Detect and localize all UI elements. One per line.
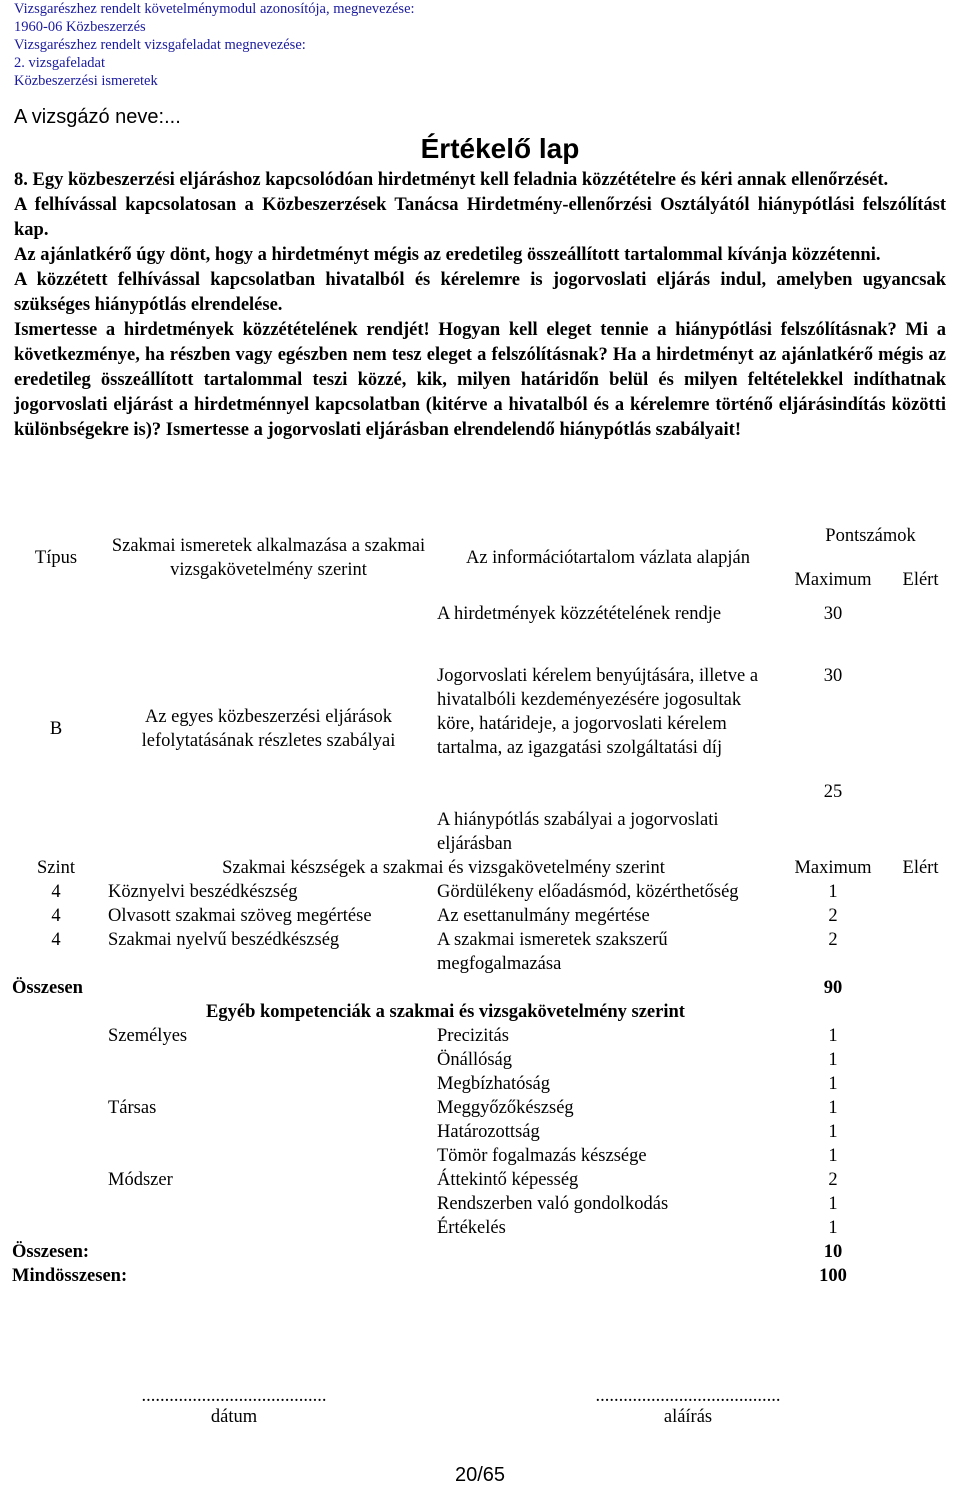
competency-name: Megbízhatóság [437,1074,551,1094]
skill-description: Gördülékeny előadásmód, közérthetőség [437,882,739,902]
achieved-score [883,1096,958,1120]
achieved-score [883,880,958,904]
type-header: Típus [34,548,78,568]
achieved-score [883,1240,958,1264]
achieved-score [883,1048,958,1072]
empty-cell [8,1072,104,1096]
empty-cell [8,1048,104,1072]
level-header: Szint [36,858,76,878]
table-row [8,880,958,904]
max-score: 1 [828,882,838,902]
max-score: 2 [828,930,838,950]
max-score: 25 [823,782,843,802]
achieved-score [883,1024,958,1048]
table-row [8,602,958,664]
skill-name: Olvasott szakmai szöveg megértése [108,906,372,926]
competency-name: Precizitás [437,1026,509,1046]
task-paragraph: Ismertesse a hirdetmények közzétételének rendjét! Hogyan kell eleget tennie a hiánypótlási felszólításnak? Mi a következménye, ha részben vagy egészben nem tesz eleget a felszólításnak? Ha a hirdetményt az ajánlatkérő mégis az eredetileg összeállított tartalommal teszi közzé, kik, milyen határidőn belül és milyen feltételekkel indíthatnak jogorvoslati eljárást a hirdetménnyel kapcsolatban (kitérve a hivatalból és a kérelemre történő eljárásindítás közötti különbségekre is)? Ismertesse a jogorvoslati eljárásban elrendelendő hiánypótlás szabályait! [14,320,946,440]
skill-cell: Az egyes közbeszerzési eljárások lefolytatásának részletes szabályai [141,707,396,751]
competency-name: Tömör fogalmazás készsége [437,1146,647,1166]
competency-name: Önállóság [437,1050,513,1070]
table-row [8,1096,958,1120]
empty-cell [8,1024,104,1048]
task-paragraph: Az ajánlatkérő úgy dönt, hogy a hirdetményt mégis az eredetileg összeállított tartalommal kívánja közzétenni. [14,245,881,265]
max-header: Maximum [794,570,872,590]
max-score: 30 [823,666,843,686]
competency-name: Meggyőzőkészség [437,1098,574,1118]
table-row [8,1240,958,1264]
date-dots: ........................................ [141,1386,327,1406]
task-paragraph: 8. Egy közbeszerzési eljáráshoz kapcsolódóan hirdetményt kell feladnia közzétételre és kéri annak ellenőrzését. [14,170,889,190]
evaluation-table [8,514,958,1288]
signature-label: aláírás [663,1407,713,1427]
type-cell: B [49,719,63,739]
competency-name: Határozottság [437,1122,540,1142]
subtotal-label: Összesen: [12,1242,90,1262]
achieved-score [883,1264,958,1288]
level-cell: 4 [51,906,61,926]
date-label: dátum [210,1407,258,1427]
table-row [8,856,958,880]
max-score: 30 [823,604,843,624]
max-score: 2 [828,906,838,926]
knowledge-item: A hiánypótlás szabályai a jogorvoslati eljárásban [437,810,719,854]
empty-cell [8,1120,104,1144]
grand-total-label: Mindösszesen: [12,1266,128,1286]
subtotal-value: 10 [823,1242,843,1262]
max-score: 1 [828,1218,838,1238]
skill-name: Köznyelvi beszédkészség [108,882,298,902]
subtotal-label: Összesen [12,978,83,998]
achieved-score [883,976,958,1000]
achieved-score [883,928,958,976]
skill-name: Szakmai nyelvű beszédkészség [108,930,340,950]
max-score: 2 [828,1170,838,1190]
header-block [14,0,415,90]
max-score: 1 [828,1146,838,1166]
table-row [8,1168,958,1192]
page-number: 20/65 [454,1464,506,1486]
empty-cell [8,1168,104,1192]
level-cell: 4 [51,882,61,902]
achieved-score [883,1192,958,1216]
achieved-score [883,664,958,808]
achieved-score [883,904,958,928]
header-line: Vizsgarészhez rendelt vizsgafeladat megnevezése: [14,37,306,53]
info-header: Az információtartalom vázlata alapján [465,548,751,568]
grand-total-value: 100 [819,1266,847,1286]
achieved-header: Elért [902,858,939,878]
header-line: 1960-06 Közbeszerzés [14,19,146,35]
achieved-score [883,808,958,856]
max-score: 1 [828,1074,838,1094]
header-line: Vizsgarészhez rendelt követelménymodul azonosítója, megnevezése: [14,1,415,17]
skill-description: A szakmai ismeretek szakszerű megfogalmazása [437,930,668,974]
table-row [8,1024,958,1048]
table-row [8,928,958,976]
empty-cell [8,1216,104,1240]
task-paragraph: A közzétett felhívással kapcsolatban hivatalból és kérelemre is jogorvoslati eljárás indul, amelyben ugyancsak szükséges hiánypótlás elrendelése. [14,270,946,315]
other-competencies-header: Egyéb kompetenciák a szakmai és vizsgakövetelmény szerint [206,1002,685,1022]
candidate-name-line: A vizsgázó neve:... [14,106,181,128]
achieved-score [883,1072,958,1096]
competency-group: Társas [108,1098,157,1118]
knowledge-item: Jogorvoslati kérelem benyújtására, illetve a hivatalbóli kezdeményezésére jogosultak köre, határideje, a jogorvoslati kérelem tartalma, az igazgatási szolgáltatási díj [437,666,759,758]
achieved-score [883,1216,958,1240]
max-score: 1 [828,1098,838,1118]
competency-name: Értékelés [437,1218,506,1238]
empty-cell [8,1144,104,1168]
table-row [8,904,958,928]
competency-name: Áttekintő képesség [437,1170,579,1190]
header-line: 2. vizsgafeladat [14,55,105,71]
level-cell: 4 [51,930,61,950]
achieved-score [883,602,958,664]
signature-dots: ........................................ [595,1386,781,1406]
achieved-score [883,1120,958,1144]
competency-group: Személyes [108,1026,188,1046]
subtotal-value: 90 [823,978,843,998]
empty-cell [883,1000,958,1024]
competency-group: Módszer [108,1170,173,1190]
max-score: 1 [828,1122,838,1142]
signature-field [548,1386,828,1428]
table-row [8,1000,958,1024]
task-description [14,168,946,443]
table-row [8,976,958,1000]
achieved-header: Elért [902,570,939,590]
date-field [94,1386,374,1428]
max-score: 1 [828,1026,838,1046]
competency-name: Rendszerben való gondolkodás [437,1194,669,1214]
max-score: 1 [828,1194,838,1214]
skill-header: Szakmai ismeretek alkalmazása a szakmai vizsgakövetelmény szerint [111,536,426,580]
header-line: Közbeszerzési ismeretek [14,73,158,89]
max-score: 1 [828,1050,838,1070]
empty-cell [8,1192,104,1216]
empty-cell [8,1096,104,1120]
achieved-score [883,1168,958,1192]
achieved-score [883,1144,958,1168]
task-paragraph: A felhívással kapcsolatosan a Közbeszerzések Tanácsa Hirdetmény-ellenőrzési Osztályától hiánypótlási felszólítást kap. [14,195,946,240]
table-row [8,514,958,558]
skill-description: Az esettanulmány megértése [437,906,650,926]
knowledge-item: A hirdetmények közzétételének rendje [437,604,722,624]
skills-header: Szakmai készségek a szakmai és vizsgakövetelmény szerint [222,858,665,878]
page-title: Értékelő lap [420,133,580,164]
max-header: Maximum [794,858,872,878]
table-row [8,1264,958,1288]
points-header: Pontszámok [825,526,916,546]
